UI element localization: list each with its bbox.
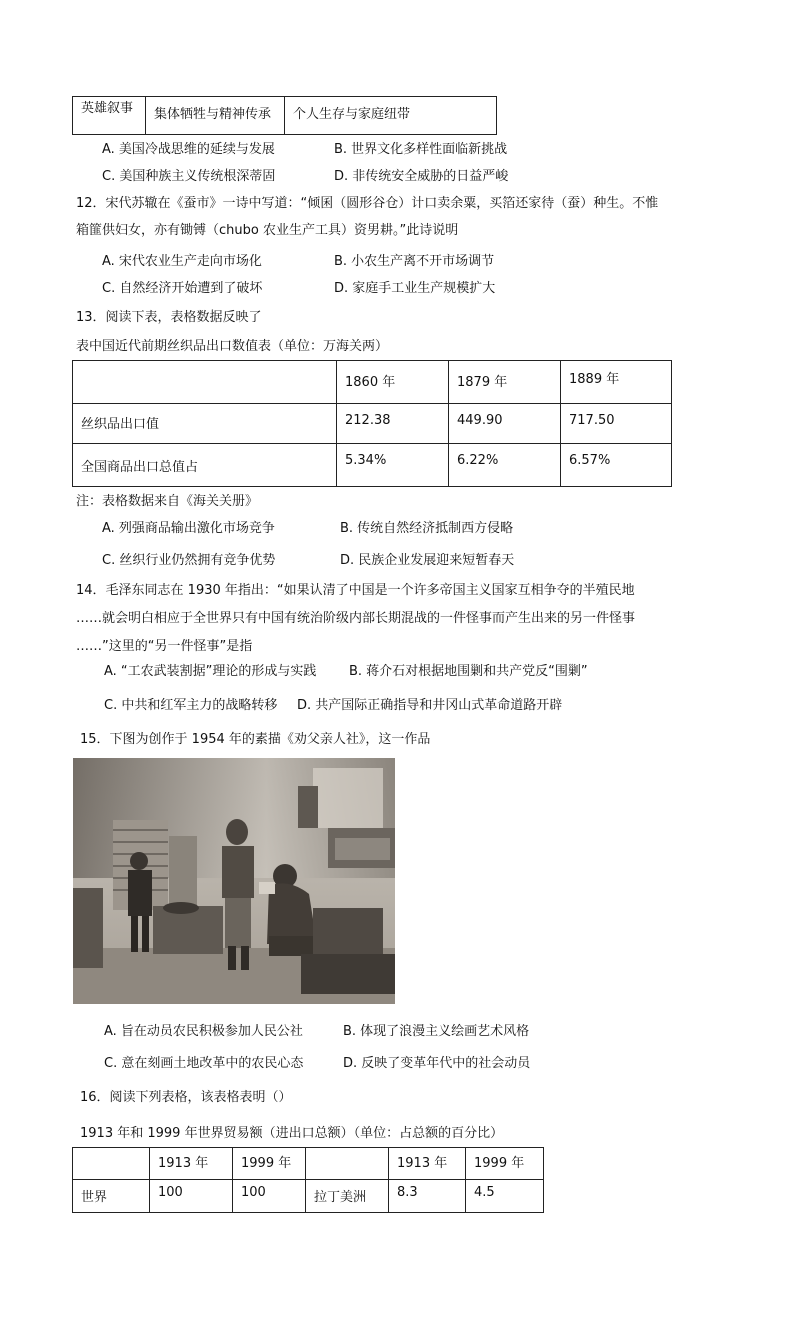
q13-table — [72, 360, 672, 487]
top-table — [72, 96, 497, 135]
q16-header-cell: 1913 年 — [150, 1148, 233, 1180]
q14-option-c[interactable]: C. 中共和红军主力的战略转移 — [104, 698, 278, 713]
q16-header-cell — [306, 1148, 389, 1180]
q16-header-cell — [73, 1148, 150, 1180]
q14-stem-line1: 14．毛泽东同志在 1930 年指出：“如果认清了中国是一个许多帝国主义国家互相争夺的半殖民地 — [76, 583, 635, 598]
q16-table-caption: 1913 年和 1999 年世界贸易额（进出口总额）（单位：占总额的百分比） — [80, 1126, 504, 1141]
top-table-cell: 集体牺牲与精神传承 — [146, 97, 285, 135]
q13-header-cell — [73, 361, 337, 404]
q11-option-b[interactable]: B. 世界文化多样性面临新挑战 — [334, 142, 508, 157]
q13-row-label: 丝织品出口值 — [73, 404, 337, 444]
q12-stem-line2: 箱篚供妇女，亦有锄镈（chubo 农业生产工具）资男耕。”此诗说明 — [76, 223, 459, 238]
q13-cell: 212.38 — [337, 404, 449, 444]
q16-cell: 100 — [233, 1180, 306, 1213]
q11-option-a[interactable]: A. 美国冷战思维的延续与发展 — [102, 142, 275, 157]
q11-option-c[interactable]: C. 美国种族主义传统根深蒂固 — [102, 169, 276, 184]
q11-option-d[interactable]: D. 非传统安全威胁的日益严峻 — [334, 169, 509, 184]
q13-row-label: 全国商品出口总值占 — [73, 444, 337, 487]
q13-option-a[interactable]: A. 列强商品输出激化市场竞争 — [102, 521, 275, 536]
top-table-cell: 个人生存与家庭纽带 — [285, 97, 497, 135]
q15-option-d[interactable]: D. 反映了变革年代中的社会动员 — [343, 1056, 531, 1071]
q12-option-d[interactable]: D. 家庭手工业生产规模扩大 — [334, 281, 496, 296]
q13-note: 注：表格数据来自《海关关册》 — [76, 494, 259, 509]
q13-cell: 717.50 — [561, 404, 672, 444]
q13-option-d[interactable]: D. 民族企业发展迎来短暂春天 — [340, 553, 515, 568]
q13-option-c[interactable]: C. 丝织行业仍然拥有竞争优势 — [102, 553, 276, 568]
q13-stem: 13．阅读下表，表格数据反映了 — [76, 310, 262, 325]
q16-cell: 8.3 — [389, 1180, 466, 1213]
q12-option-b[interactable]: B. 小农生产离不开市场调节 — [334, 254, 495, 269]
q16-table — [72, 1147, 544, 1213]
q13-cell: 449.90 — [449, 404, 561, 444]
q15-stem: 15．下图为创作于 1954 年的素描《劝父亲人社》，这一作品 — [80, 732, 431, 747]
q16-cell: 100 — [150, 1180, 233, 1213]
q16-stem: 16．阅读下列表格，该表格表明（） — [80, 1090, 292, 1105]
q12-stem-line1: 12．宋代苏辙在《蚕市》一诗中写道：“倾囷（圆形谷仓）计口卖余粟，买箔还家待（蚕）种生。不惟 — [76, 196, 659, 211]
q16-cell: 拉丁美洲 — [306, 1180, 389, 1213]
q16-cell: 世界 — [73, 1180, 150, 1213]
q13-cell: 6.57% — [561, 444, 672, 487]
q16-cell: 4.5 — [466, 1180, 544, 1213]
q14-stem-line3: ……”这里的“另一件怪事”是指 — [76, 639, 253, 654]
q16-header-cell: 1999 年 — [233, 1148, 306, 1180]
q15-option-a[interactable]: A. 旨在动员农民积极参加人民公社 — [104, 1024, 303, 1039]
q13-header-cell: 1860 年 — [337, 361, 449, 404]
q14-option-a[interactable]: A. “工农武装割据”理论的形成与实践 — [104, 664, 317, 679]
sketch-artwork — [73, 758, 395, 1004]
q14-option-b[interactable]: B. 蒋介石对根据地围剿和共产党反“围剿” — [349, 664, 588, 679]
q16-header-cell: 1999 年 — [466, 1148, 544, 1180]
q14-option-d[interactable]: D. 共产国际正确指导和井冈山式革命道路开辟 — [297, 698, 563, 713]
q13-cell: 5.34% — [337, 444, 449, 487]
q12-option-c[interactable]: C. 自然经济开始遭到了破坏 — [102, 281, 263, 296]
q13-header-cell: 1889 年 — [561, 361, 672, 404]
q13-cell: 6.22% — [449, 444, 561, 487]
q13-header-cell: 1879 年 — [449, 361, 561, 404]
q12-option-a[interactable]: A. 宋代农业生产走向市场化 — [102, 254, 262, 269]
q14-stem-line2: ……就会明白相应于全世界只有中国有统治阶级内部长期混战的一件怪事而产生出来的另一件怪事 — [76, 611, 636, 626]
q16-header-cell: 1913 年 — [389, 1148, 466, 1180]
q15-option-b[interactable]: B. 体现了浪漫主义绘画艺术风格 — [343, 1024, 530, 1039]
q13-option-b[interactable]: B. 传统自然经济抵制西方侵略 — [340, 521, 514, 536]
top-table-cell: 英雄叙事 — [73, 97, 146, 135]
q13-table-caption: 表中国近代前期丝织品出口数值表（单位：万海关两） — [76, 339, 389, 354]
q15-option-c[interactable]: C. 意在刻画土地改革中的农民心态 — [104, 1056, 304, 1071]
